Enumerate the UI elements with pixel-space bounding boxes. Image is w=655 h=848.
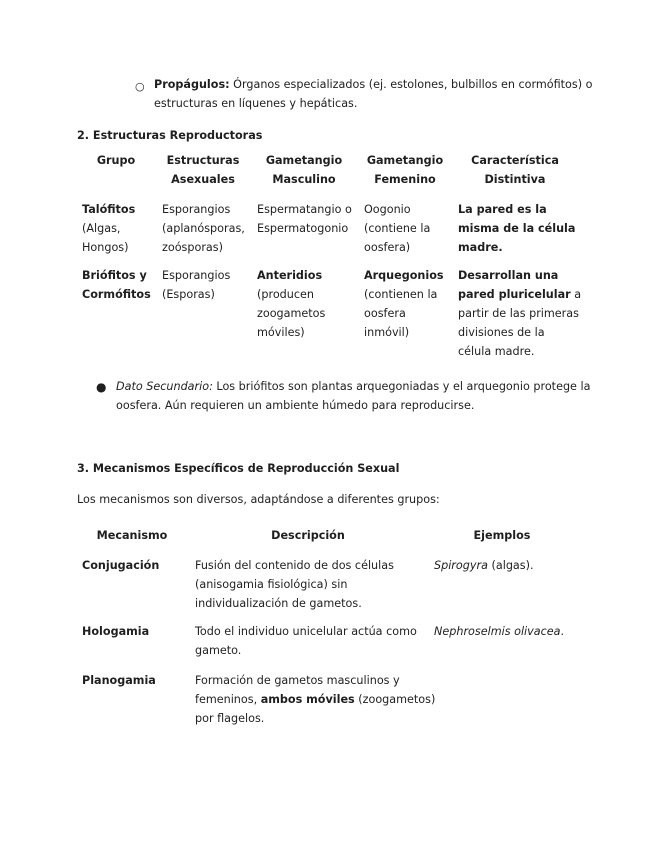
note-line-2: oosfera. Aún requieren un ambiente húmedo para reproducirse.: [116, 399, 475, 412]
circle-bullet-icon: ○: [135, 80, 145, 93]
table-row-briofitos-female: Arquegonios (contienen la oosfera inmóvil): [364, 269, 444, 339]
header-gametangio-femenino: Gametangio Femenino: [366, 154, 444, 186]
mechanism-name-conjugacion: Conjugación: [82, 559, 160, 572]
table-row-briofitos-asexual: Esporangios (Esporas): [162, 269, 231, 301]
mechanism-desc-planogamia: Formación de gametos masculinos y femeninos, ambos móviles (zoogametos) por flagelos.: [195, 674, 436, 725]
mechanism-name-planogamia: Planogamia: [82, 674, 156, 687]
header-ejemplos: Ejemplos: [473, 529, 531, 542]
table-row-briofitos-male: Anteridios (producen zoogametos móviles): [257, 269, 326, 339]
section-3-title: 3. Mecanismos Específicos de Reproducción Sexual: [77, 462, 400, 475]
dot-bullet-icon: ●: [96, 380, 107, 394]
table-row-talofitos-asexual: Esporangios (aplanósporas, zoósporas): [162, 203, 245, 254]
table-row-briofitos-feature: Desarrollan una pared pluricelular a partir de las primeras divisiones de la célula madre.: [458, 269, 582, 358]
mechanism-example-conjugacion: Spirogyra (algas).: [434, 559, 534, 572]
mechanism-example-hologamia: Nephroselmis olivacea.: [434, 625, 565, 638]
propagulos-line-2: estructuras en líquenes y hepáticas.: [154, 97, 358, 110]
note-line-1: Dato Secundario: Los briófitos son plantas arquegoniadas y el arquegonio protege la: [116, 380, 591, 393]
table-row-talofitos-group: Talófitos (Algas, Hongos): [82, 203, 136, 254]
table-row-briofitos-group: Briófitos y Cormófitos: [82, 269, 151, 301]
mechanism-name-hologamia: Hologamia: [82, 625, 150, 638]
mechanism-desc-conjugacion: Fusión del contenido de dos células (anisogamia fisiológica) sin individualización de gametos.: [195, 559, 394, 610]
header-caracteristica-distintiva: Característica Distintiva: [471, 154, 559, 186]
section-3-intro: Los mecanismos son diversos, adaptándose a diferentes grupos:: [77, 493, 440, 506]
table-row-talofitos-male: Espermatangio o Espermatogonio: [257, 203, 352, 235]
mechanism-desc-hologamia: Todo el individuo unicelular actúa como gameto.: [195, 625, 417, 657]
propagulos-label: Propágulos:: [154, 78, 230, 91]
header-mecanismo: Mecanismo: [96, 529, 168, 542]
section-2-title: 2. Estructuras Reproductoras: [77, 129, 263, 142]
note-label: Dato Secundario:: [116, 380, 213, 393]
propagulos-text: Órganos especializados (ej. estolones, bulbillos en cormófitos) o: [229, 78, 593, 91]
table-row-talofitos-feature: La pared es la misma de la célula madre.: [458, 203, 576, 254]
table-row-talofitos-female: Oogonio (contiene la oosfera): [364, 203, 431, 254]
header-estructuras-asexuales: Estructuras Asexuales: [166, 154, 240, 186]
header-grupo: Grupo: [96, 154, 136, 167]
propagulos-line-1: [154, 75, 593, 94]
header-descripcion: Descripción: [271, 529, 345, 542]
header-gametangio-masculino: Gametangio Masculino: [265, 154, 343, 186]
